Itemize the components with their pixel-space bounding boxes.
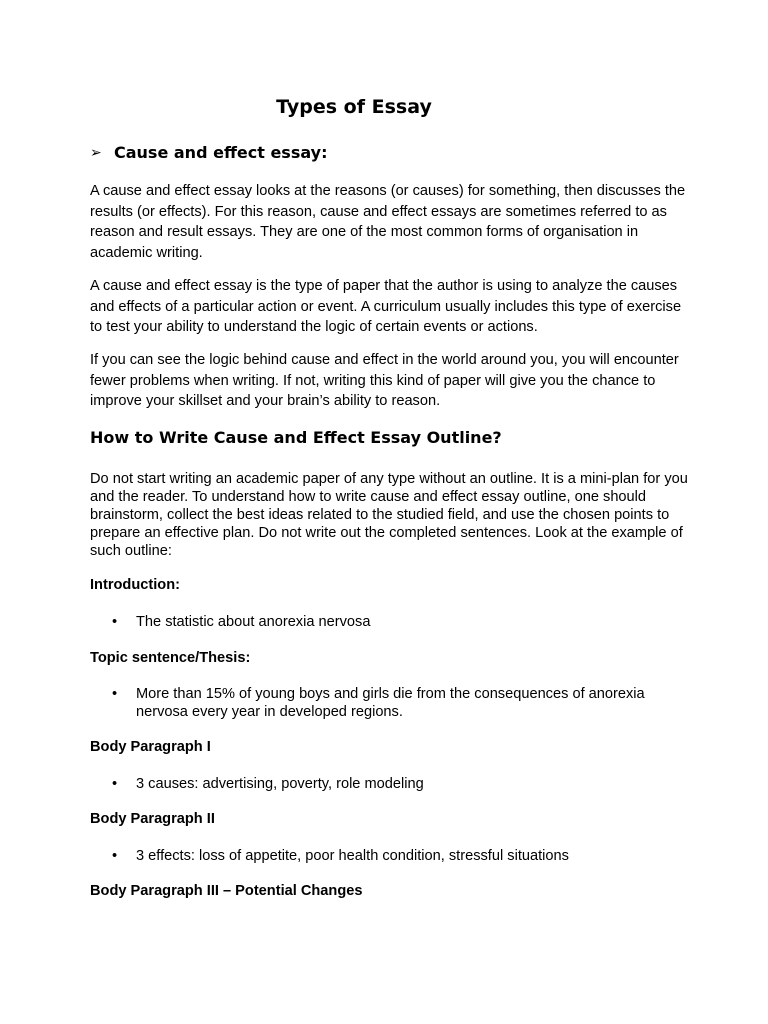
outline-label-body-1: Body Paragraph I <box>90 739 211 755</box>
outline-label-body-3: Body Paragraph III – Potential Changes <box>90 883 363 899</box>
outline-label-body-2: Body Paragraph II <box>90 811 215 827</box>
list-item <box>112 685 672 721</box>
paragraph-1: A cause and effect essay looks at the reasons (or causes) for something, then discusses the results (or effects). For this reason, cause and effect essays are sometimes referred to as reason and result essays. They are one of the most common forms of organisation in academic writing. <box>90 183 686 261</box>
document-title: Types of Essay <box>276 96 432 118</box>
outline-intro-paragraph: Do not start writing an academic paper of any type without an outline. It is a mini-plan for you and the reader. To understand how to write cause and effect essay outline, one should brainstorm, collect the best ideas related to the studied field, and use the chosen points to prepare an effective plan. Do not write out the completed sentences. Look at the example of such outline: <box>90 471 688 559</box>
list-item <box>112 847 672 865</box>
list-item <box>112 613 672 631</box>
bullet-text: 3 causes: advertising, poverty, role modeling <box>136 776 424 792</box>
section-heading-text: Cause and effect essay: <box>114 143 328 162</box>
bullet-text: The statistic about anorexia nervosa <box>136 614 371 630</box>
outline-label-introduction: Introduction: <box>90 577 180 593</box>
paragraph-3: If you can see the logic behind cause and effect in the world around you, you will encounter fewer problems when writing. If not, writing this kind of paper will give you the chance to improve your skillset and your brain’s ability to reason. <box>90 352 679 409</box>
outline-label-thesis: Topic sentence/Thesis: <box>90 650 251 666</box>
arrow-bullet-icon: ➢ <box>90 144 102 161</box>
bullet-text: More than 15% of young boys and girls die from the consequences of anorexia nervosa every year in developed regions. <box>136 686 645 720</box>
section-heading-cause-effect <box>90 143 327 162</box>
paragraph-2: A cause and effect essay is the type of paper that the author is using to analyze the causes and effects of a particular action or event. A curriculum usually includes this type of exercise to test your ability to understand the logic of certain events or actions. <box>90 278 682 335</box>
bullet-icon: • <box>112 776 118 792</box>
bullet-icon: • <box>112 686 118 702</box>
bullet-icon: • <box>112 614 118 630</box>
bullet-text: 3 effects: loss of appetite, poor health condition, stressful situations <box>136 848 569 864</box>
outline-heading: How to Write Cause and Effect Essay Outline? <box>90 428 502 447</box>
list-item <box>112 775 672 793</box>
bullet-icon: • <box>112 848 118 864</box>
